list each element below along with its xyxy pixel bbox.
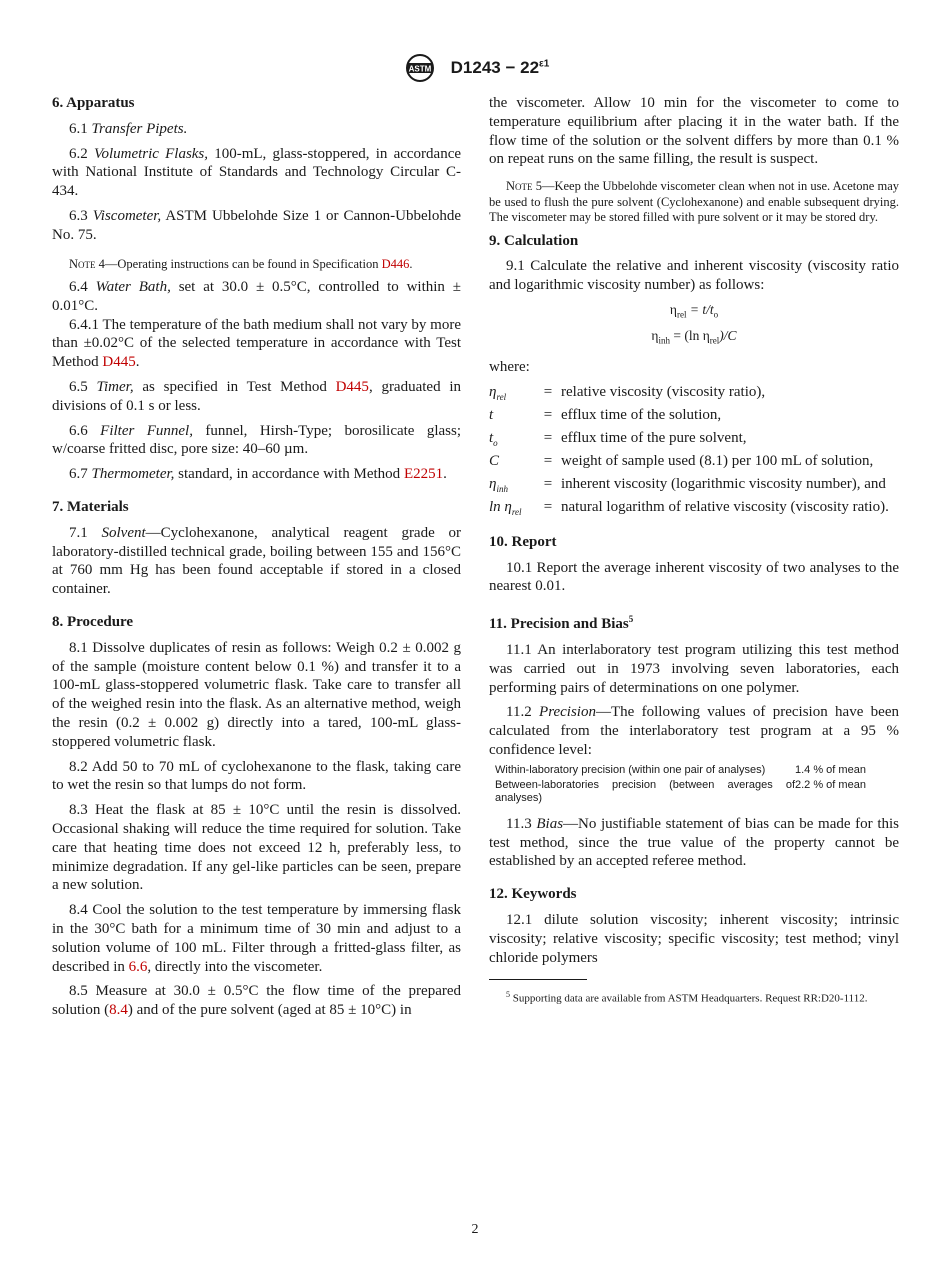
- para-10-1: 10.1 Report the average inherent viscosity of two analyses to the nearest 0.01.: [489, 559, 899, 595]
- para-11-2: 11.2 Precision—The following values of precision have been calculated from the interlaboratory test program at a 95 % confidence level:: [489, 704, 899, 759]
- definition-row: [489, 452, 899, 475]
- definition-text: natural logarithm of relative viscosity (viscosity ratio).: [561, 498, 889, 515]
- para-8-5-continued: the viscometer. Allow 10 min for the viscometer to come to temperature equilibrium after placing it in the water bath. If the flow time of the solution or the solvent differs by more than 0.1 % on repeat runs on the same filling, the result is suspect.: [489, 95, 899, 168]
- definition-symbol: C: [489, 452, 500, 469]
- definition-text: inherent viscosity (logarithmic viscosity number), and: [561, 475, 886, 492]
- definition-equals: =: [543, 475, 553, 492]
- precision-row: [495, 779, 895, 807]
- definition-symbol: $\eta_{inh}$: [489, 475, 508, 494]
- para-6-3: 6.3 Viscometer, ASTM Ubbelohde Size 1 or Cannon-Ubbelohde No. 75.: [52, 207, 461, 243]
- ref-d445-link[interactable]: D445: [102, 354, 136, 371]
- right-column: [489, 94, 899, 1006]
- ref-d445-link[interactable]: D445: [335, 379, 369, 396]
- definitions-table: [489, 383, 899, 521]
- section-8-title: 8. Procedure: [52, 614, 134, 631]
- para-11-1: 11.1 An interlaboratory test program utilizing this test method was carried out in 1973 involving seven laboratories, each performing pairs of determinations on one polymer.: [489, 642, 899, 696]
- definition-symbol: $t_o$: [489, 429, 498, 448]
- ref-d446-link[interactable]: D446: [381, 256, 410, 271]
- section-7-title: 7. Materials: [52, 499, 129, 516]
- page-number: 2: [471, 1222, 479, 1237]
- footnote-divider: [489, 979, 587, 980]
- where-label: where:: [489, 359, 530, 376]
- definition-equals: =: [543, 383, 553, 400]
- section-12-title: 12. Keywords: [489, 886, 577, 903]
- section-11-title: 11. Precision and Bias$^5$: [489, 614, 634, 633]
- para-8-2: 8.2 Add 50 to 70 mL of cyclohexanone to the flask, taking care to wet the resin so that lumps do not form.: [52, 758, 461, 794]
- definition-row: [489, 475, 899, 498]
- definition-equals: =: [543, 406, 553, 423]
- note-5: Note 5—Keep the Ubbelohde viscometer clean when not in use. Acetone may be used to flush the pure solvent (Cyclohexanone) and enable subsequent drying. The viscometer may be stored filled with pure solvent or it may be stored dry.: [489, 179, 900, 225]
- definition-equals: =: [543, 429, 553, 446]
- para-6-4: 6.4 Water Bath, set at 30.0 ± 0.5°C, controlled to within ± 0.01°C.: [52, 279, 462, 314]
- definition-symbol: $\ln \eta_{rel}$: [489, 498, 522, 517]
- precision-row: [495, 764, 895, 779]
- definition-row: [489, 498, 899, 521]
- para-7-1: 7.1 Solvent—Cyclohexanone, analytical reagent grade or laboratory-distilled technical grade, boiling between 155 and 156°C at 760 mm Hg has been found acceptable if stored in a closed container.: [52, 524, 462, 598]
- para-6-5: 6.5 Timer, as specified in Test Method D445, graduated in divisions of 0.1 s or less.: [52, 379, 461, 414]
- para-8-1: 8.1 Dissolve duplicates of resin as follows: Weigh 0.2 ± 0.002 g of the sample (moisture content below 0.1 %) and transfer it to a 100-mL glass-stoppered volumetric flask. Take care to transfer all of the weighed resin into the flask. As an alternative method, weigh the resin (0.2 ± 0.002 g) directly into a tared, 100-mL glass-stoppered volumetric flask.: [52, 639, 461, 750]
- precision-label: Within-laboratory precision (within one pair of analyses): [495, 763, 766, 776]
- para-8-3: 8.3 Heat the flask at 85 ± 10°C until the resin is dissolved. Occasional shaking will reduce the time required for solution. Take care that heating time does not exceed 12 h, preferably less, to minimize degradation. If any gel-like particles can be seen, prepare a new solution.: [52, 802, 461, 894]
- definition-text: efflux time of the pure solvent,: [561, 429, 747, 446]
- precision-value: 1.4 % of mean: [795, 763, 866, 776]
- para-9-1: 9.1 Calculate the relative and inherent viscosity (viscosity ratio and logarithmic viscosity number) as follows:: [489, 258, 899, 294]
- svg-text:ASTM: ASTM: [408, 64, 431, 74]
- definition-row: [489, 383, 899, 406]
- definition-symbol: t: [489, 406, 494, 423]
- para-6-4-1: 6.4.1 The temperature of the bath medium shall not vary by more than ±0.02°C of the selected temperature in accordance with Test Method D445.: [52, 316, 461, 371]
- equation-inh: $\eta_{inh} = (\ln$ $\eta_{rel})/C$: [651, 327, 737, 346]
- footnote-5: $^5$ Supporting data are available from ASTM Headquarters. Request RR:D20-1112.: [506, 990, 868, 1006]
- left-column: [52, 94, 461, 1020]
- ref-6-6-link[interactable]: 6.6: [128, 958, 148, 975]
- para-11-3: 11.3 Bias—No justifiable statement of bias can be made for this test method, since the true value of the property cannot be established by an accepted referee method.: [489, 815, 899, 870]
- section-6-title: 6. Apparatus: [52, 95, 135, 111]
- astm-logo-icon: [401, 52, 439, 84]
- ref-e2251-link[interactable]: E2251: [403, 466, 444, 483]
- para-12-1: 12.1 dilute solution viscosity; inherent viscosity; intrinsic viscosity; relative viscosity; specific viscosity; test method; vinyl chloride polymers: [489, 912, 899, 966]
- para-6-2: 6.2 Volumetric Flasks, 100-mL, glass-stoppered, in accordance with National Institute of Standards and Technology Circular C-434.: [52, 145, 462, 200]
- para-6-1: 6.1 Transfer Pipets.: [69, 120, 188, 137]
- section-9-title: 9. Calculation: [489, 232, 579, 249]
- note-4: Note 4—Operating instructions can be found in Specification D446.: [69, 256, 413, 271]
- definition-row: [489, 406, 899, 429]
- precision-label: Between-laboratories precision (between averages of analyses): [495, 778, 795, 804]
- precision-table: [495, 764, 895, 807]
- para-6-7: 6.7 Thermometer, standard, in accordance with Method E2251.: [69, 466, 447, 483]
- definition-equals: =: [543, 452, 553, 469]
- definition-text: efflux time of the solution,: [561, 406, 722, 423]
- ref-8-4-link[interactable]: 8.4: [109, 1002, 128, 1019]
- definition-text: relative viscosity (viscosity ratio),: [561, 383, 766, 400]
- definition-text: weight of sample used (8.1) per 100 mL of solution,: [561, 452, 874, 469]
- equation-rel: $\eta_{rel} = t/t_o$: [669, 302, 719, 320]
- para-6-6: 6.6 Filter Funnel, funnel, Hirsh-Type; borosilicate glass; w/coarse fritted disc, pore size: 40–60 µm.: [52, 422, 462, 458]
- definition-equals: =: [543, 498, 553, 515]
- precision-value: 2.2 % of mean: [795, 778, 866, 791]
- para-8-5: 8.5 Measure at 30.0 ± 0.5°C the flow time of the prepared solution (8.4) and of the pure solvent (aged at 85 ± 10°C) in: [52, 983, 461, 1019]
- para-8-4: 8.4 Cool the solution to the test temperature by immersing flask in the 30°C bath for a minimum time of 30 min and adjust to a solution volume of 100 mL. Filter through a fritted-glass filter, as described in 6.6, directly into the viscometer.: [52, 902, 461, 975]
- page-header: [0, 52, 950, 84]
- definition-row: [489, 429, 899, 452]
- section-10-title: 10. Report: [489, 533, 557, 550]
- document-id: $D1243 - 22^{\varepsilon 1}$: [450, 58, 550, 77]
- definition-symbol: $\eta_{rel}$: [489, 383, 507, 402]
